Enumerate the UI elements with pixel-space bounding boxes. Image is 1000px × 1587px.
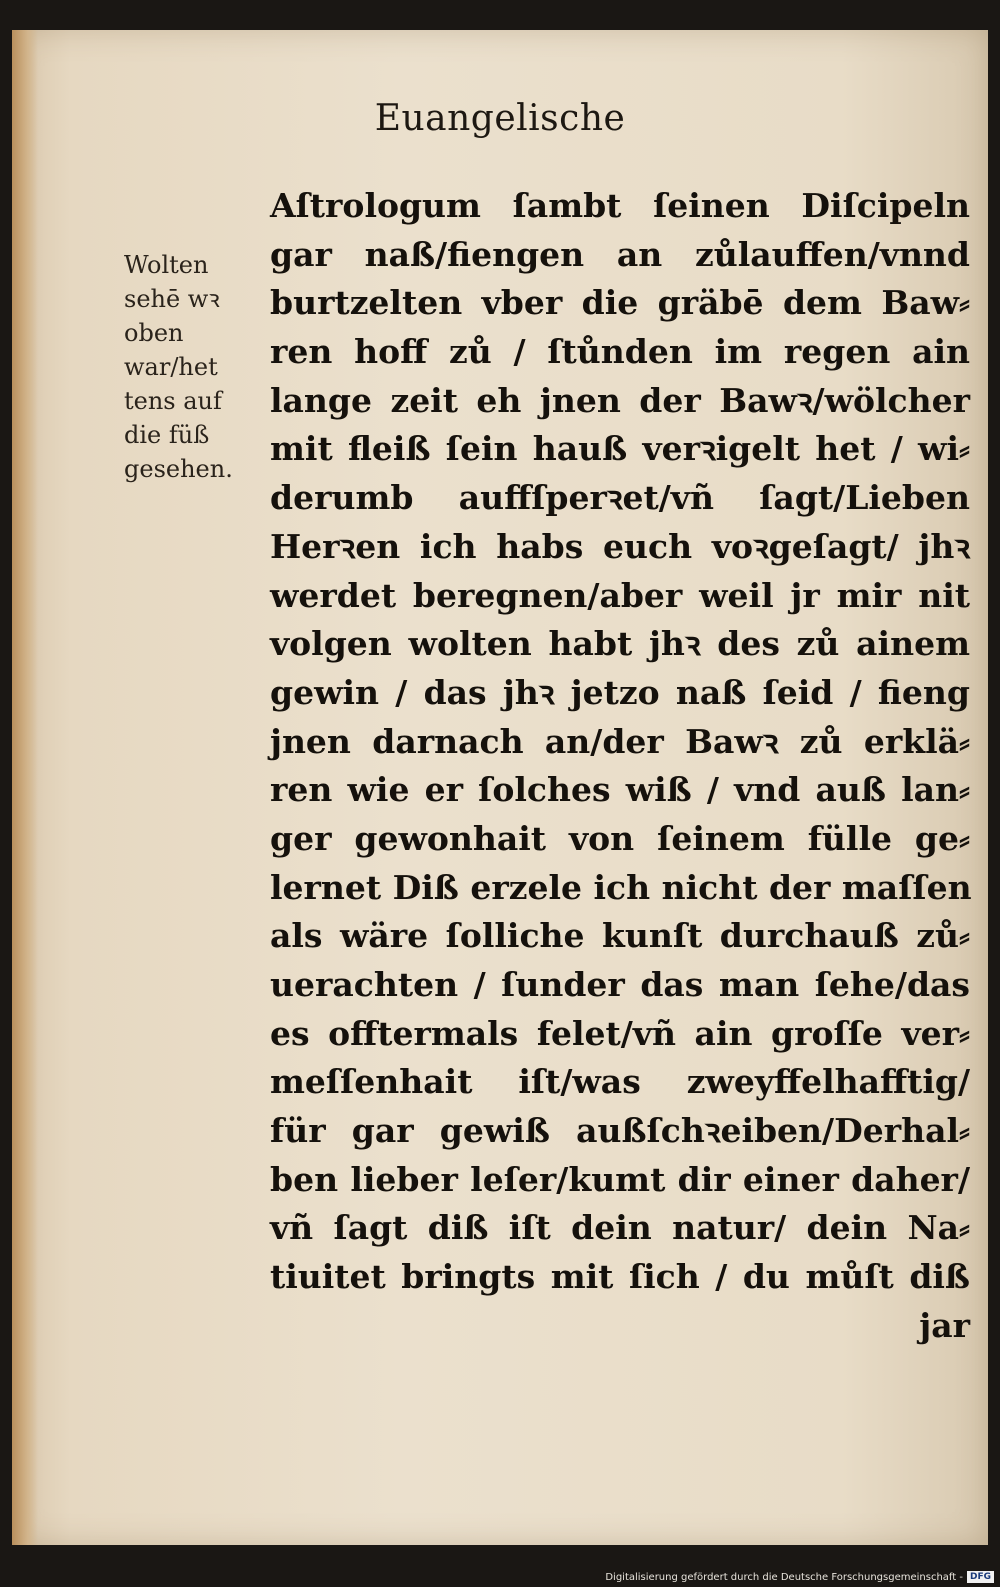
margin-note-line: gesehen. [124, 455, 233, 483]
page-binding-edge [12, 30, 38, 1545]
margin-note-line: sehē wꝛ [124, 285, 220, 313]
text-line: uerachten / ſunder das man ſehe/das [270, 965, 970, 1004]
margin-note-line: die füß [124, 421, 210, 449]
book-page [12, 30, 988, 1545]
text-line: ren wie er ſolches wiß / vnd auß lan⸗ [270, 770, 970, 810]
catchword: jar [919, 1305, 970, 1345]
credit-text: Digitalisierung gefördert durch die Deutsche Forschungsgemeinschaft - [605, 1571, 963, 1583]
margin-note-line: tens auf [124, 387, 222, 415]
text-line: als wäre ſolliche kunſt durchauß zů⸗ [270, 916, 970, 956]
text-line: meſſenhait iſt/was zweyffelhafftig/ [270, 1062, 970, 1102]
margin-note-line: war/het [124, 353, 218, 381]
text-line: mit fleiß ſein hauß verꝛigelt het / wi⸗ [270, 429, 970, 469]
text-line: gewin / das jhꝛ jetzo naß ſeid / fieng [270, 672, 970, 712]
marginal-note [124, 248, 264, 486]
text-line: lernet Diß erzele ich nicht der maſſen [270, 867, 972, 907]
text-line: lange zeit eh jnen der Bawꝛ/wölcher [270, 380, 970, 420]
text-line: Aſtrologum ſambt ſeinen Diſcipeln [270, 186, 970, 225]
margin-note-line: oben [124, 319, 184, 347]
text-line: ger gewonhait von ſeinem fülle ge⸗ [270, 818, 970, 858]
body-text [270, 182, 970, 1351]
text-line: volgen wolten habt jhꝛ des zů ainem [270, 624, 970, 664]
margin-note-line: Wolten [124, 251, 209, 279]
text-line: für gar gewiß außſchꝛeiben/Derhal⸗ [270, 1111, 970, 1151]
text-line: derumb auffſperꝛet/vñ ſagt/Lieben [270, 478, 970, 518]
text-line: jnen darnach an/der Bawꝛ zů erklä⸗ [270, 721, 970, 761]
running-head: Euangelische [374, 98, 626, 139]
text-line: es offtermals felet/vñ ain groſſe ver⸗ [270, 1013, 970, 1053]
text-line: ren hoff zů / ſtůnden im regen ain [270, 332, 970, 372]
text-line: werdet beregnen/aber weil jr mir nit [270, 575, 970, 615]
dfg-logo: DFG [967, 1571, 994, 1583]
text-line: tiuitet bringts mit ſich / du můſt diß [270, 1257, 970, 1297]
digitization-credit [605, 1571, 994, 1583]
text-line: burtzelten vber die gräbē dem Baw⸗ [270, 283, 970, 323]
text-line: vñ ſagt diß iſt dein natur/ dein Na⸗ [270, 1208, 970, 1248]
text-line: gar naß/fiengen an zůlauffen/vnnd [270, 234, 970, 274]
text-line: ben lieber leſer/kumt dir einer daher/ [270, 1159, 970, 1199]
text-line: Herꝛen ich habs euch voꝛgeſagt/ jhꝛ [270, 526, 970, 566]
